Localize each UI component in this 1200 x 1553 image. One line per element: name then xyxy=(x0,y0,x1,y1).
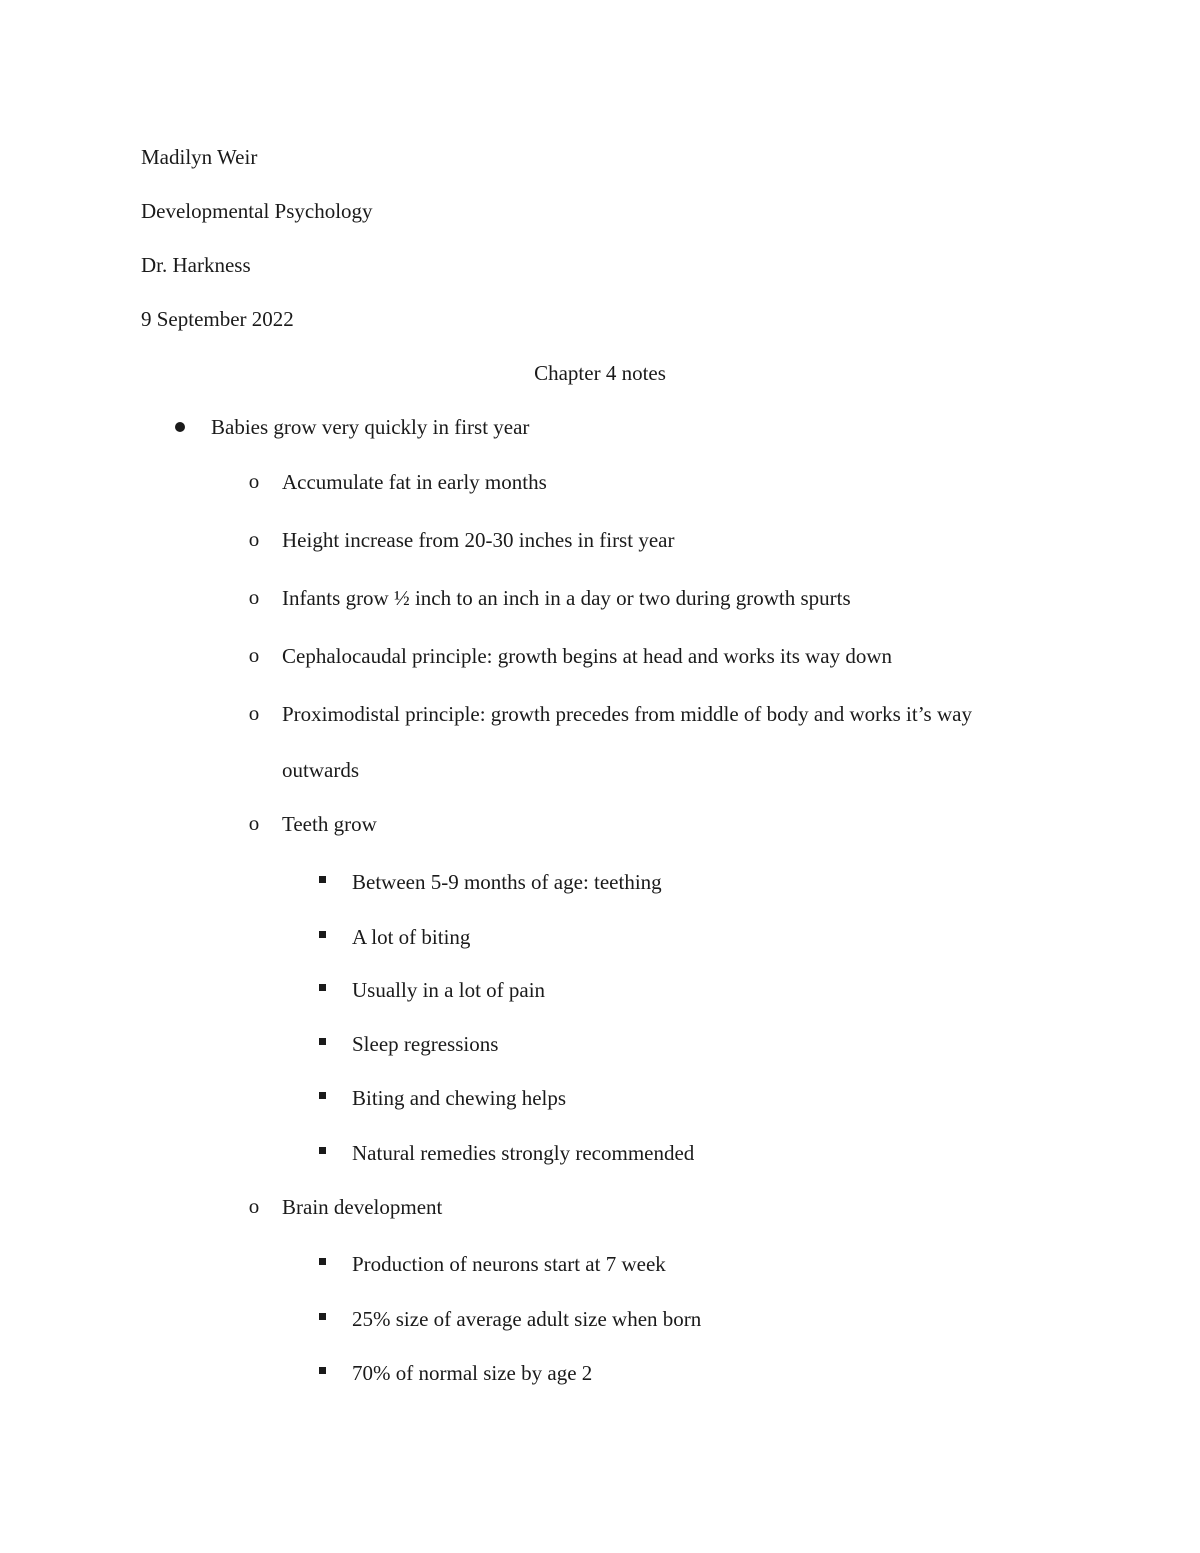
sub-list-item: Production of neurons start at 7 week xyxy=(352,1252,666,1276)
square-bullet-icon xyxy=(319,1313,326,1320)
list-item: Height increase from 20-30 inches in first year xyxy=(282,528,675,552)
sub-list-item: Sleep regressions xyxy=(352,1032,499,1056)
square-bullet-icon xyxy=(319,876,326,883)
circle-bullet-icon: o xyxy=(248,527,260,551)
list-item: Infants grow ½ inch to an inch in a day or two during growth spurts xyxy=(282,586,851,610)
square-bullet-icon xyxy=(319,1258,326,1265)
circle-bullet-icon: o xyxy=(248,1194,260,1218)
list-item-continuation: outwards xyxy=(282,758,359,782)
sub-list-item: Between 5-9 months of age: teething xyxy=(352,870,662,894)
circle-bullet-icon: o xyxy=(248,585,260,609)
list-item: Cephalocaudal principle: growth begins at head and works its way down xyxy=(282,644,893,668)
square-bullet-icon xyxy=(319,1092,326,1099)
sub-list-item: 70% of normal size by age 2 xyxy=(352,1361,593,1385)
sub-list-item: Usually in a lot of pain xyxy=(352,978,546,1002)
course-name: Developmental Psychology xyxy=(141,199,373,223)
square-bullet-icon xyxy=(319,1147,326,1154)
instructor-name: Dr. Harkness xyxy=(141,253,251,277)
list-item-main: Babies grow very quickly in first year xyxy=(211,415,530,439)
document-date: 9 September 2022 xyxy=(141,307,294,331)
sub-list-item: Natural remedies strongly recommended xyxy=(352,1141,695,1165)
sub-list-item: Biting and chewing helps xyxy=(352,1086,567,1110)
circle-bullet-icon: o xyxy=(248,811,260,835)
circle-bullet-icon: o xyxy=(248,469,260,493)
list-item-brain: Brain development xyxy=(282,1195,443,1219)
square-bullet-icon xyxy=(319,1367,326,1374)
circle-bullet-icon: o xyxy=(248,643,260,667)
sub-list-item: 25% size of average adult size when born xyxy=(352,1307,702,1331)
sub-list-item: A lot of biting xyxy=(352,925,471,949)
list-item: Accumulate fat in early months xyxy=(282,470,547,494)
square-bullet-icon xyxy=(319,984,326,991)
disc-bullet-icon xyxy=(175,422,185,432)
list-item-teeth: Teeth grow xyxy=(282,812,377,836)
square-bullet-icon xyxy=(319,931,326,938)
author-name: Madilyn Weir xyxy=(141,145,258,169)
document-title: Chapter 4 notes xyxy=(534,361,666,385)
square-bullet-icon xyxy=(319,1038,326,1045)
circle-bullet-icon: o xyxy=(248,701,260,725)
list-item: Proximodistal principle: growth precedes from middle of body and works it’s way xyxy=(282,702,972,726)
